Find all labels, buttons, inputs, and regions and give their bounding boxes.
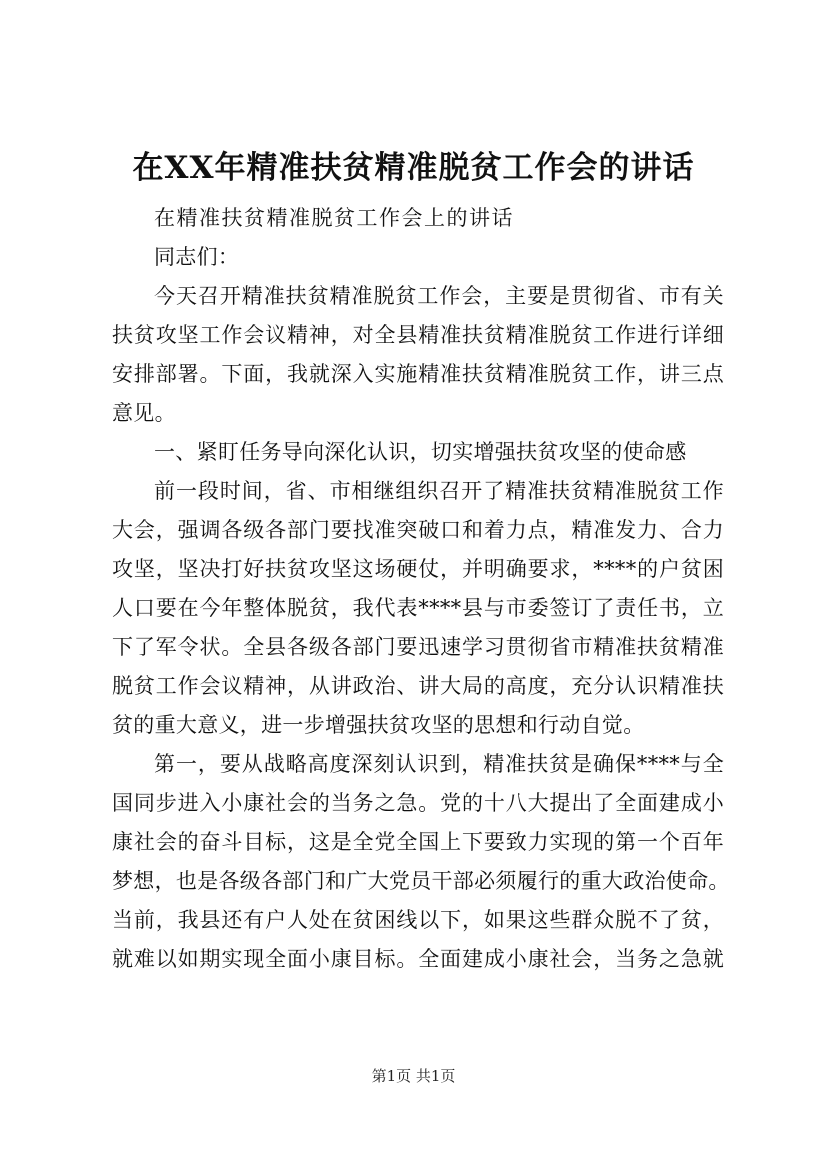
paragraph-line: 脱贫工作会议精神，从讲政治、讲大局的高度，充分认识精准扶 <box>112 674 724 698</box>
paragraph-line: 前一段时间，省、市相继组织召开了精准扶贫精准脱贫工作 <box>154 479 724 503</box>
paragraph-line: 康社会的奋斗目标，这是全党全国上下要致力实现的第一个百年 <box>112 830 724 854</box>
paragraph-line: 扶贫攻坚工作会议精神，对全县精准扶贫精准脱贫工作进行详细 <box>112 323 724 347</box>
paragraph-line: 攻坚，坚决打好扶贫攻坚这场硬仗，并明确要求，****的户贫困 <box>112 557 724 581</box>
paragraph-line: 大会，强调各级各部门要找准突破口和着力点，精准发力、合力 <box>112 518 724 542</box>
paragraph-line: 国同步进入小康社会的当务之急。党的十八大提出了全面建成小 <box>112 791 724 815</box>
paragraph-line: 贫的重大意义，进一步增强扶贫攻坚的思想和行动自觉。 <box>112 713 645 737</box>
paragraph-line: 梦想，也是各级各部门和广大党员干部必须履行的重大政治使命。 <box>112 869 730 893</box>
subtitle-line: 在精准扶贫精准脱贫工作会上的讲话 <box>154 206 514 230</box>
paragraph-line: 人口要在今年整体脱贫，我代表****县与市委签订了责任书，立 <box>112 596 724 620</box>
paragraph-line: 当前，我县还有户人处在贫困线以下，如果这些群众脱不了贫， <box>112 908 724 932</box>
paragraph-line: 安排部署。下面，我就深入实施精准扶贫精准脱贫工作，讲三点 <box>112 362 724 386</box>
greeting-line: 同志们： <box>154 245 240 269</box>
page-footer: 第1页 共1页 <box>371 1067 456 1085</box>
paragraph-line: 下了军令状。全县各级各部门要迅速学习贯彻省市精准扶贫精准 <box>112 635 724 659</box>
document-title: 在XX年精准扶贫精准脱贫工作会的讲话 <box>132 150 695 186</box>
paragraph-line: 今天召开精准扶贫精准脱贫工作会，主要是贯彻省、市有关 <box>154 284 724 308</box>
paragraph-line: 意见。 <box>112 401 176 425</box>
paragraph-line: 第一，要从战略高度深刻认识到，精准扶贫是确保****与全 <box>154 752 724 776</box>
document-body <box>112 199 730 979</box>
paragraph-line: 就难以如期实现全面小康目标。全面建成小康社会，当务之急就 <box>112 947 724 971</box>
section-heading: 一、紧盯任务导向深化认识，切实增强扶贫攻坚的使命感 <box>154 440 687 464</box>
